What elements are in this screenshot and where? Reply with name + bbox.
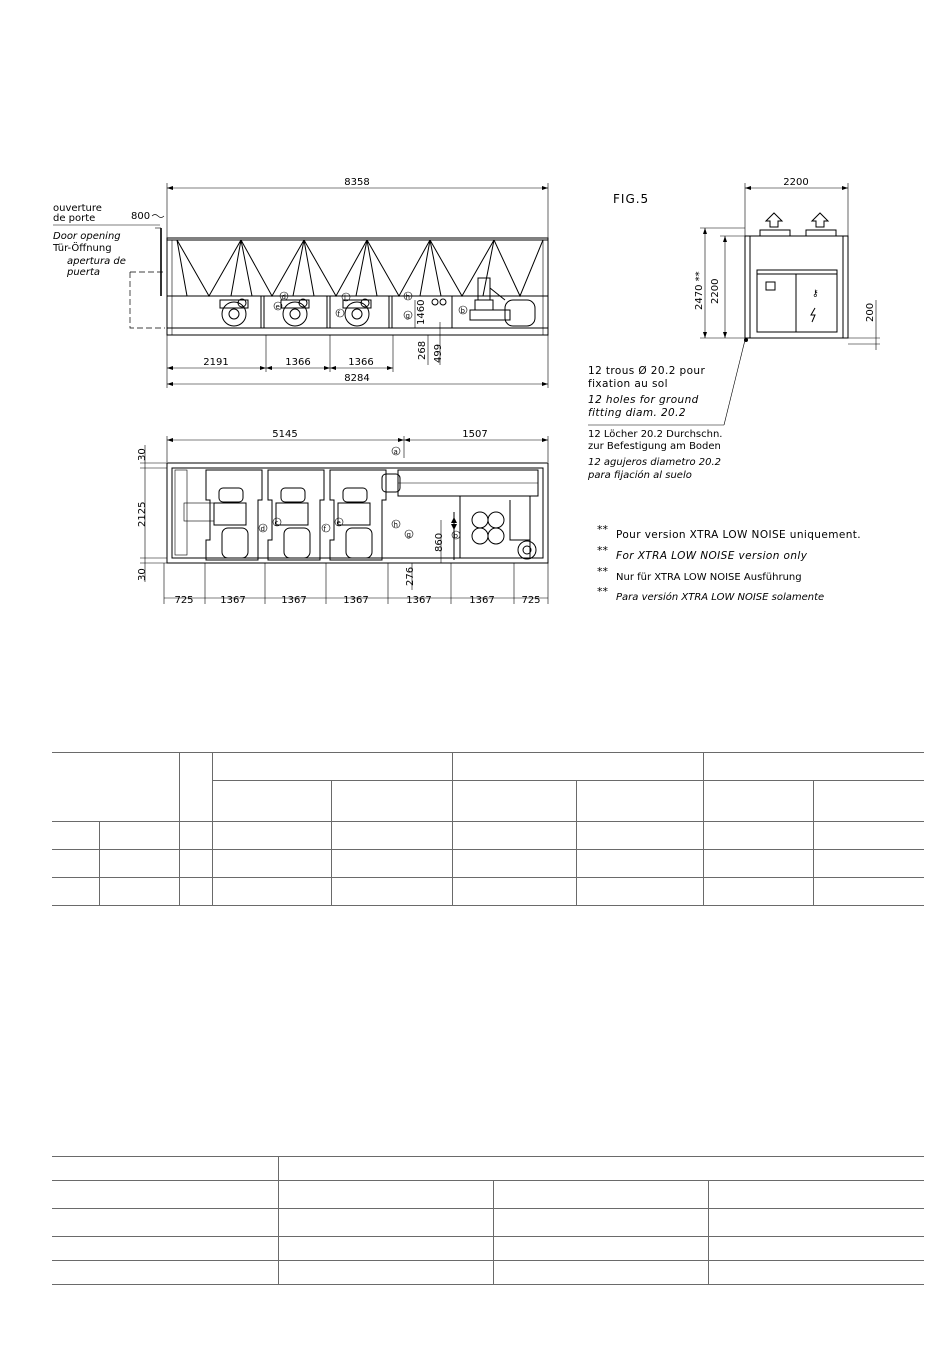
table1-subheader (703, 781, 813, 822)
svg-text:12 agujeros diametro 20.2: 12 agujeros diametro 20.2 (588, 457, 722, 468)
top-view (137, 429, 548, 606)
end-height: 2200 (710, 278, 721, 304)
door-opening-es-1: apertura de (67, 256, 126, 267)
specification-table-1 (52, 752, 924, 906)
door-opening-width: 800 (131, 211, 151, 222)
svg-text:**: ** (597, 523, 608, 536)
table2-header-corner (52, 1157, 278, 1181)
top-compressor-3 (330, 470, 386, 560)
svg-text:h: h (405, 293, 410, 301)
top-depth: 2125 (137, 501, 148, 527)
top-seg-1: 725 (174, 595, 194, 606)
svg-text:Para versión XTRA LOW NOISE so: Para versión XTRA LOW NOISE solamente (616, 592, 825, 603)
svg-text:12 holes for ground: 12 holes for ground (588, 394, 699, 406)
top-compressor-1 (206, 470, 262, 560)
side-height-268: 268 (417, 340, 428, 360)
door-opening-de: Tür-Öffnung (53, 243, 112, 254)
table-row (52, 822, 924, 850)
svg-text:h: h (393, 521, 398, 529)
top-dim-left: 5145 (272, 429, 298, 440)
top-connection-labels (259, 447, 460, 540)
table1-subheader (576, 781, 703, 822)
compressor-1 (220, 299, 248, 326)
side-view (52, 177, 548, 388)
side-height-499: 499 (433, 343, 444, 363)
top-dim-right: 1507 (462, 429, 488, 440)
table1-subheader (212, 781, 331, 822)
svg-text:12 trous Ø 20.2 pour: 12 trous Ø 20.2 pour (588, 365, 706, 377)
compressor-2 (281, 299, 309, 326)
figure-label: FIG.5 (613, 192, 650, 206)
side-seg-1: 2191 (203, 357, 229, 368)
xtra-low-noise-notes (597, 523, 861, 603)
electric-hazard-icon (811, 308, 815, 322)
table1-subheader (813, 781, 924, 822)
table1-subheader (452, 781, 576, 822)
top-height-276: 276 (405, 566, 416, 586)
svg-text:c: c (274, 519, 279, 527)
svg-text:g: g (405, 312, 410, 320)
svg-text:i: i (344, 294, 346, 302)
svg-text:Nur für XTRA LOW NOISE Ausführ: Nur für XTRA LOW NOISE Ausführung (616, 572, 802, 583)
svg-text:para fijación al suelo: para fijación al suelo (588, 470, 692, 481)
top-edge-top: 30 (137, 448, 148, 461)
svg-text:For XTRA LOW NOISE version onl: For XTRA LOW NOISE version only (616, 550, 808, 562)
top-seg-2: 1367 (220, 595, 246, 606)
door-opening-fr-2: de porte (53, 213, 96, 224)
svg-text:fixation au sol: fixation au sol (588, 378, 668, 390)
side-height-1460: 1460 (416, 299, 427, 325)
top-seg-6: 1367 (469, 595, 495, 606)
fixing-holes-text (587, 365, 722, 481)
top-seg-5: 1367 (406, 595, 432, 606)
svg-text:**: ** (597, 565, 608, 578)
svg-text:a: a (393, 448, 398, 456)
top-height-860: 860 (434, 532, 445, 552)
svg-text:e: e (336, 519, 341, 527)
top-seg-3: 1367 (281, 595, 307, 606)
overall-length: 8358 (344, 177, 370, 188)
svg-text:12 Löcher 20.2 Durchschn.: 12 Löcher 20.2 Durchschn. (588, 429, 723, 440)
top-edge-bottom: 30 (137, 568, 148, 581)
door-opening-es-2: puerta (67, 267, 100, 278)
key-icon: ⚷ (812, 289, 819, 299)
table1-header-group-3 (703, 753, 924, 781)
svg-text:b: b (453, 532, 458, 540)
table1-subheader (331, 781, 452, 822)
table1-header-unit (179, 753, 212, 822)
table-row (52, 1261, 924, 1285)
top-compressor-2 (268, 470, 324, 560)
end-width: 2200 (783, 177, 809, 188)
table1-header-group-1 (212, 753, 452, 781)
table-row (52, 1181, 924, 1209)
svg-text:f: f (337, 310, 340, 318)
table2-header-group (278, 1157, 924, 1181)
end-base: 200 (865, 302, 876, 322)
svg-text:zur Befestigung am Boden: zur Befestigung am Boden (588, 441, 721, 452)
svg-text:fitting diam. 20.2: fitting diam. 20.2 (588, 407, 686, 419)
svg-text:e: e (275, 303, 280, 311)
svg-text:Pour version XTRA LOW NOISE un: Pour version XTRA LOW NOISE uniquement. (616, 529, 862, 541)
svg-text:d: d (281, 293, 286, 301)
compressor-3 (343, 299, 371, 326)
table1-header-group-2 (452, 753, 703, 781)
table1-header-corner (52, 753, 179, 822)
specification-table-2 (52, 1156, 924, 1285)
pump-assembly (432, 278, 535, 326)
end-height-xtra: 2470 ** (694, 271, 705, 310)
svg-text:b: b (460, 307, 465, 315)
svg-text:f: f (323, 525, 326, 533)
table-row (52, 1237, 924, 1261)
svg-text:**: ** (597, 544, 608, 557)
svg-text:g: g (406, 531, 411, 539)
table-row (52, 1209, 924, 1237)
top-seg-7: 725 (521, 595, 541, 606)
door-opening-fr-1: ouverture (53, 203, 102, 214)
svg-text:d: d (260, 525, 265, 533)
table-row (52, 850, 924, 878)
door-opening-en: Door opening (53, 231, 121, 242)
table-row (52, 878, 924, 906)
svg-text:**: ** (597, 585, 608, 598)
top-seg-4: 1367 (343, 595, 369, 606)
side-seg-2: 1366 (285, 357, 311, 368)
base-length: 8284 (344, 373, 370, 384)
side-seg-3: 1366 (348, 357, 374, 368)
